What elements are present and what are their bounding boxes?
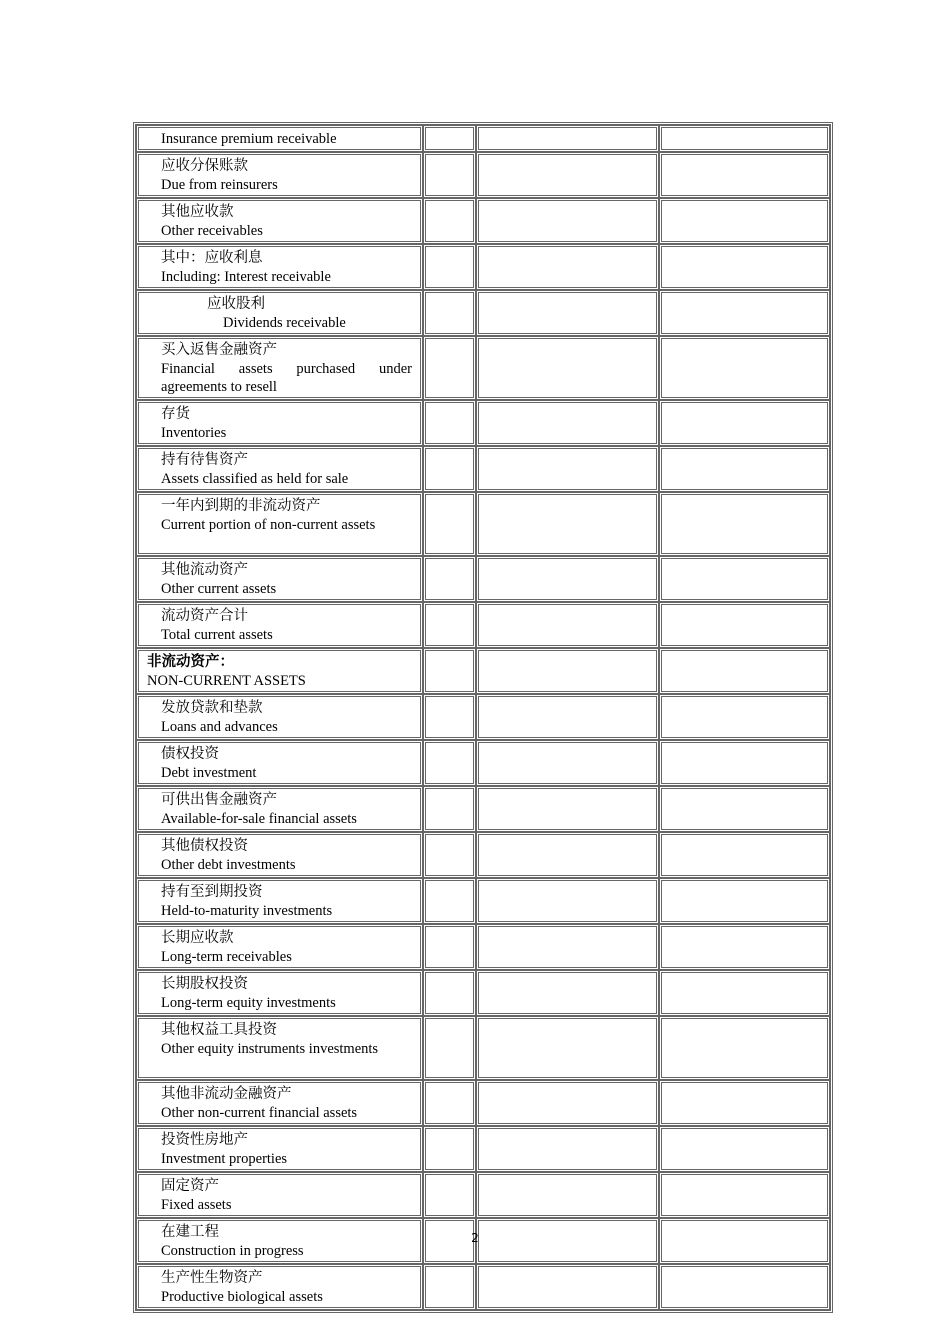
row-label: [136, 1080, 423, 1126]
row-label-zh: 持有至到期投资: [161, 884, 263, 900]
row-label: [136, 198, 423, 244]
row-label: [136, 694, 423, 740]
value-cell: [423, 602, 476, 648]
table-row: [136, 1080, 830, 1126]
row-label-en: Insurance premium receivable: [161, 131, 337, 147]
row-label-zh: 固定资产: [161, 1178, 219, 1194]
value-cell: [476, 648, 660, 694]
row-label-en: Fixed assets: [161, 1197, 232, 1213]
value-cell: [476, 152, 660, 198]
row-label-en: Productive biological assets: [161, 1289, 323, 1305]
table-row: [136, 602, 830, 648]
table-row: [136, 290, 830, 336]
value-cell: [476, 1016, 660, 1080]
row-label-zh: 持有待售资产: [161, 452, 248, 468]
row-label: [136, 1264, 423, 1310]
row-label: [136, 556, 423, 602]
value-cell: [476, 1080, 660, 1126]
value-cell: [659, 125, 830, 152]
value-cell: [423, 1172, 476, 1218]
row-label-en: Available-for-sale financial assets: [161, 811, 357, 827]
row-label: [136, 970, 423, 1016]
row-label-en: Including: Interest receivable: [161, 269, 331, 285]
row-label-zh: 可供出售金融资产: [161, 792, 277, 808]
value-cell: [659, 878, 830, 924]
row-label: [136, 832, 423, 878]
value-cell: [659, 152, 830, 198]
row-label-zh: 其中：应收利息: [161, 250, 263, 266]
table-row: [136, 924, 830, 970]
row-label-en: Other debt investments: [161, 857, 296, 873]
table-row: [136, 648, 830, 694]
row-label-en: Long-term equity investments: [161, 995, 336, 1011]
row-label-zh: 发放贷款和垫款: [161, 700, 263, 716]
value-cell: [476, 336, 660, 400]
value-cell: [476, 244, 660, 290]
value-cell: [659, 400, 830, 446]
row-label-en: Inventories: [161, 425, 227, 441]
value-cell: [423, 336, 476, 400]
value-cell: [659, 244, 830, 290]
value-cell: [659, 694, 830, 740]
row-label: [136, 400, 423, 446]
value-cell: [659, 1126, 830, 1172]
value-cell: [476, 1126, 660, 1172]
value-cell: [476, 446, 660, 492]
value-cell: [423, 125, 476, 152]
value-cell: [423, 492, 476, 556]
table-row: [136, 1172, 830, 1218]
value-cell: [423, 290, 476, 336]
value-cell: [476, 924, 660, 970]
value-cell: [423, 1016, 476, 1080]
value-cell: [423, 878, 476, 924]
row-label: [136, 1016, 423, 1080]
value-cell: [423, 1264, 476, 1310]
row-label-zh: 买入返售金融资产: [161, 342, 277, 358]
value-cell: [659, 1264, 830, 1310]
value-cell: [659, 1080, 830, 1126]
row-label-en: Debt investment: [161, 765, 257, 781]
value-cell: [423, 740, 476, 786]
value-cell: [423, 694, 476, 740]
value-cell: [476, 694, 660, 740]
value-cell: [423, 786, 476, 832]
row-label-zh: 应收分保账款: [161, 158, 248, 174]
table-row: [136, 832, 830, 878]
value-cell: [423, 556, 476, 602]
row-label: [136, 786, 423, 832]
value-cell: [476, 400, 660, 446]
value-cell: [476, 198, 660, 244]
value-cell: [659, 648, 830, 694]
value-cell: [423, 198, 476, 244]
row-label-en: Held-to-maturity investments: [161, 903, 333, 919]
table-row: [136, 786, 830, 832]
row-label-zh: 长期应收款: [161, 930, 234, 946]
row-label: [136, 336, 423, 400]
row-label-zh: 生产性生物资产: [161, 1270, 263, 1286]
table-row: [136, 1016, 830, 1080]
row-label-zh: 长期股权投资: [161, 976, 248, 992]
row-label-en: Current portion of non-current assets: [161, 517, 376, 533]
row-label: [136, 446, 423, 492]
row-label-en: Investment properties: [161, 1151, 288, 1167]
row-label-zh: 其他债权投资: [161, 838, 248, 854]
row-label-zh: 在建工程: [161, 1224, 219, 1240]
value-cell: [476, 878, 660, 924]
row-label-zh: 应收股利: [207, 296, 265, 312]
value-cell: [659, 924, 830, 970]
row-label-zh: 存货: [161, 406, 190, 422]
table-row: [136, 492, 830, 556]
table-row: [136, 970, 830, 1016]
row-label: [136, 878, 423, 924]
row-label-en: Other equity instruments investments: [161, 1041, 379, 1057]
row-label: [136, 1126, 423, 1172]
value-cell: [659, 1172, 830, 1218]
value-cell: [476, 602, 660, 648]
value-cell: [659, 602, 830, 648]
value-cell: [659, 786, 830, 832]
row-label-en: Assets classified as held for sale: [161, 471, 349, 487]
row-label-en: Dividends receivable: [223, 315, 346, 331]
section-heading-zh: 非流动资产：: [147, 654, 234, 670]
row-label-zh: 债权投资: [161, 746, 219, 762]
table-row: [136, 740, 830, 786]
value-cell: [659, 970, 830, 1016]
table-row: [136, 878, 830, 924]
row-label-en: Long-term receivables: [161, 949, 292, 965]
value-cell: [423, 244, 476, 290]
table-row: [136, 198, 830, 244]
row-label-en: Other non-current financial assets: [161, 1105, 358, 1121]
section-heading-en: NON-CURRENT ASSETS: [147, 673, 306, 689]
value-cell: [659, 492, 830, 556]
row-label: [136, 290, 423, 336]
row-label-zh: 一年内到期的非流动资产: [161, 498, 321, 514]
value-cell: [476, 832, 660, 878]
table-row: [136, 336, 830, 400]
row-label-en: Other receivables: [161, 223, 263, 239]
table-row: [136, 125, 830, 152]
row-label-en: Total current assets: [161, 627, 273, 643]
value-cell: [423, 446, 476, 492]
value-cell: [659, 336, 830, 400]
row-label-zh: 其他非流动金融资产: [161, 1086, 292, 1102]
row-label: [136, 492, 423, 556]
value-cell: [476, 1264, 660, 1310]
value-cell: [476, 1172, 660, 1218]
row-label-zh: 其他流动资产: [161, 562, 248, 578]
table-row: [136, 556, 830, 602]
row-label-zh: 其他应收款: [161, 204, 234, 220]
table-row: [136, 152, 830, 198]
value-cell: [659, 446, 830, 492]
row-label: [136, 125, 423, 152]
value-cell: [659, 290, 830, 336]
balance-sheet-table: [133, 122, 833, 1313]
table-row: [136, 1264, 830, 1310]
value-cell: [476, 970, 660, 1016]
row-label-en: Loans and advances: [161, 719, 278, 735]
value-cell: [476, 786, 660, 832]
value-cell: [423, 152, 476, 198]
row-label: [136, 1172, 423, 1218]
value-cell: [423, 1126, 476, 1172]
value-cell: [659, 832, 830, 878]
value-cell: [476, 740, 660, 786]
table-row: [136, 244, 830, 290]
value-cell: [476, 290, 660, 336]
value-cell: [423, 400, 476, 446]
value-cell: [659, 198, 830, 244]
table-row: [136, 694, 830, 740]
row-label-en: Construction in progress: [161, 1243, 304, 1259]
value-cell: [476, 492, 660, 556]
table-row: [136, 1126, 830, 1172]
row-label: [136, 740, 423, 786]
row-label: [136, 924, 423, 970]
value-cell: [659, 556, 830, 602]
row-label: [136, 152, 423, 198]
row-label-en: Due from reinsurers: [161, 177, 278, 193]
row-label-zh: 其他权益工具投资: [161, 1022, 277, 1038]
value-cell: [423, 648, 476, 694]
row-label: [136, 602, 423, 648]
value-cell: [423, 832, 476, 878]
page-number: 2: [471, 1231, 479, 1245]
value-cell: [423, 1080, 476, 1126]
table-row: [136, 446, 830, 492]
row-label-zh: 流动资产合计: [161, 608, 248, 624]
section-heading: [136, 648, 423, 694]
table-row: [136, 400, 830, 446]
row-label-zh: 投资性房地产: [161, 1132, 248, 1148]
row-label-en: Financial assets purchased under agreements to resell: [161, 361, 412, 395]
row-label-en: Other current assets: [161, 581, 277, 597]
value-cell: [659, 1016, 830, 1080]
row-label: [136, 244, 423, 290]
value-cell: [423, 924, 476, 970]
value-cell: [423, 970, 476, 1016]
value-cell: [476, 125, 660, 152]
value-cell: [659, 740, 830, 786]
value-cell: [476, 556, 660, 602]
